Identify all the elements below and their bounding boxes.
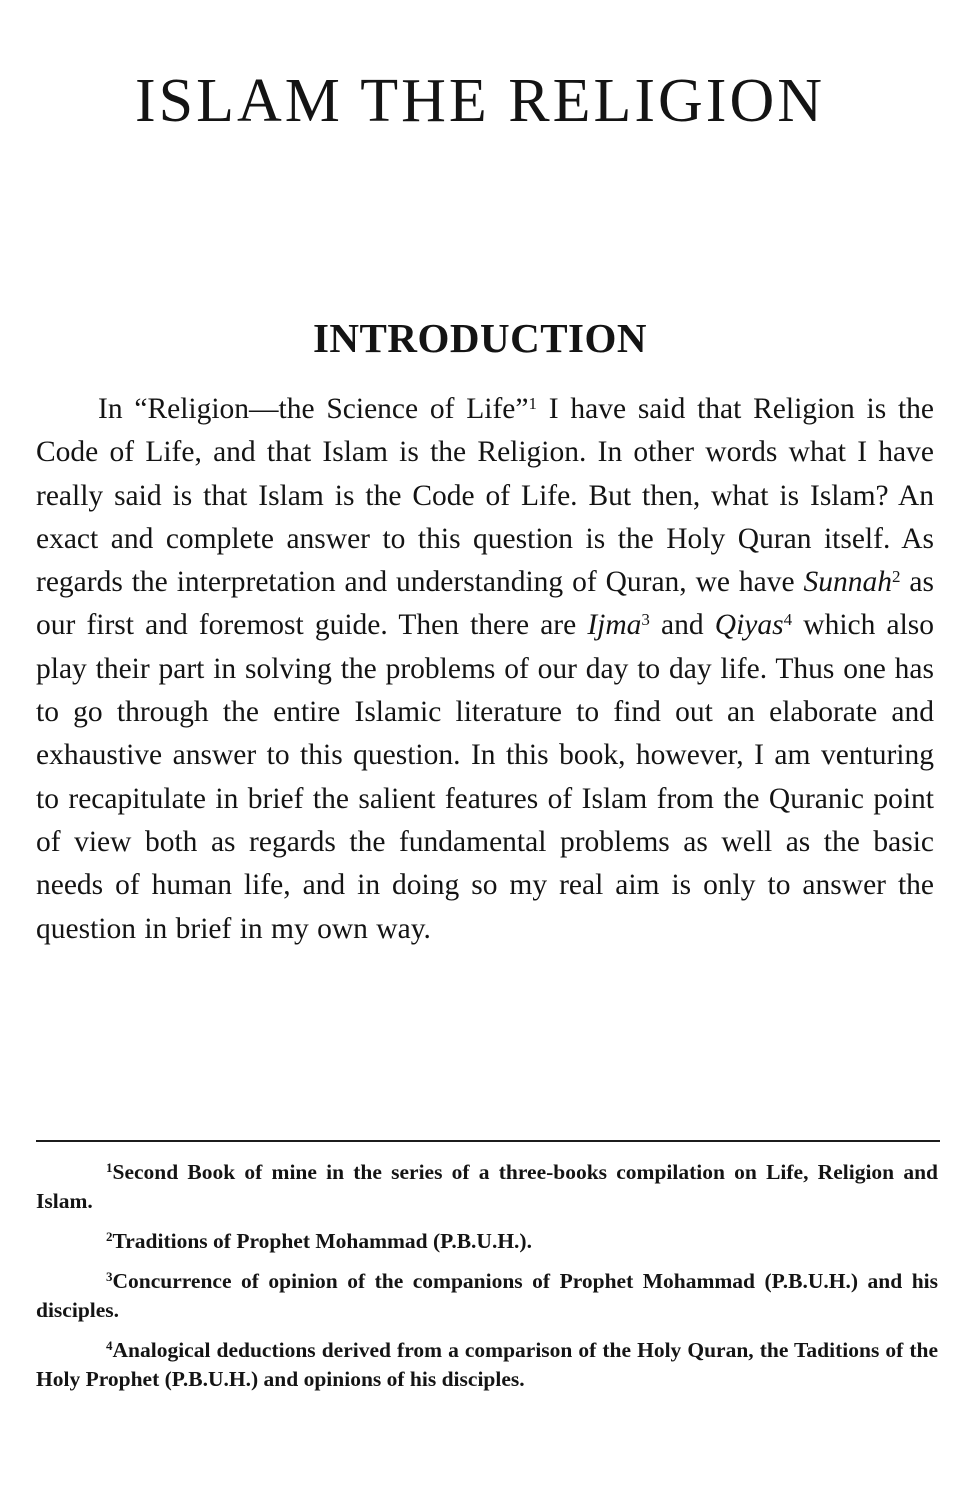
term-ijma: Ijma (587, 609, 642, 642)
introduction-paragraph (36, 388, 934, 951)
paragraph-text: as our first and foremost guide. Then there are (36, 566, 934, 642)
footnote-marker: 3 (106, 1269, 113, 1284)
footnote-text: Analogical deductions derived from a comparison of the Holy Quran, the Taditions of the Holy Prophet (P.B.U.H.) and opinions of his disciples. (36, 1338, 938, 1391)
footnote-ref-1: 1 (528, 394, 537, 413)
paragraph-text: which also play their part in solving the problems of our day to day life. Thus one has to go through the entire Islamic literature to find out an elaborate and exhaustive answer to this question. In this book, however, I am venturing to recapitulate in brief the salient features of Islam from the Quranic point of view both as regards the fundamental problems as well as the basic needs of human life, and in doing so my real aim is only to answer the question in brief in my own way. (36, 609, 935, 945)
footnote-3 (36, 1267, 938, 1325)
footnotes (36, 1158, 938, 1405)
footnote-1 (36, 1158, 938, 1216)
footnote-marker: 1 (106, 1160, 113, 1175)
paragraph-text: and (649, 609, 715, 642)
footnote-ref-4: 4 (783, 610, 793, 630)
footnote-ref-2: 2 (892, 567, 901, 587)
footnote-text: Second Book of mine in the series of a three-books compilation on Life, Religion and Islam. (36, 1160, 938, 1213)
footnote-4 (36, 1336, 938, 1394)
term-sunnah: Sunnah (803, 566, 892, 599)
paragraph-text: I have said that Religion is the Code of Life, and that Islam is the Religion. In other words what I have really said is that Islam is the Code of Life. But then, what is Islam? An exact and complete answer to this question is the Holy Quran itself. As regards the interpretation and understanding of Quran, we have (36, 393, 935, 599)
footnote-ref-3: 3 (641, 610, 650, 630)
footnote-divider (36, 1140, 940, 1142)
footnote-2 (36, 1227, 938, 1256)
term-qiyas: Qiyas (714, 609, 784, 642)
footnote-text: Traditions of Prophet Mohammad (P.B.U.H.). (112, 1229, 532, 1253)
footnote-text: Concurrence of opinion of the companions of Prophet Mohammad (P.B.U.H.) and his disciples. (36, 1269, 938, 1322)
paragraph-text: In “Religion—the Science of Life” (98, 393, 529, 425)
footnote-marker: 4 (106, 1338, 113, 1353)
section-title: INTRODUCTION (312, 315, 648, 361)
footnote-marker: 2 (106, 1229, 113, 1244)
book-title: ISLAM THE RELIGION (134, 67, 825, 135)
